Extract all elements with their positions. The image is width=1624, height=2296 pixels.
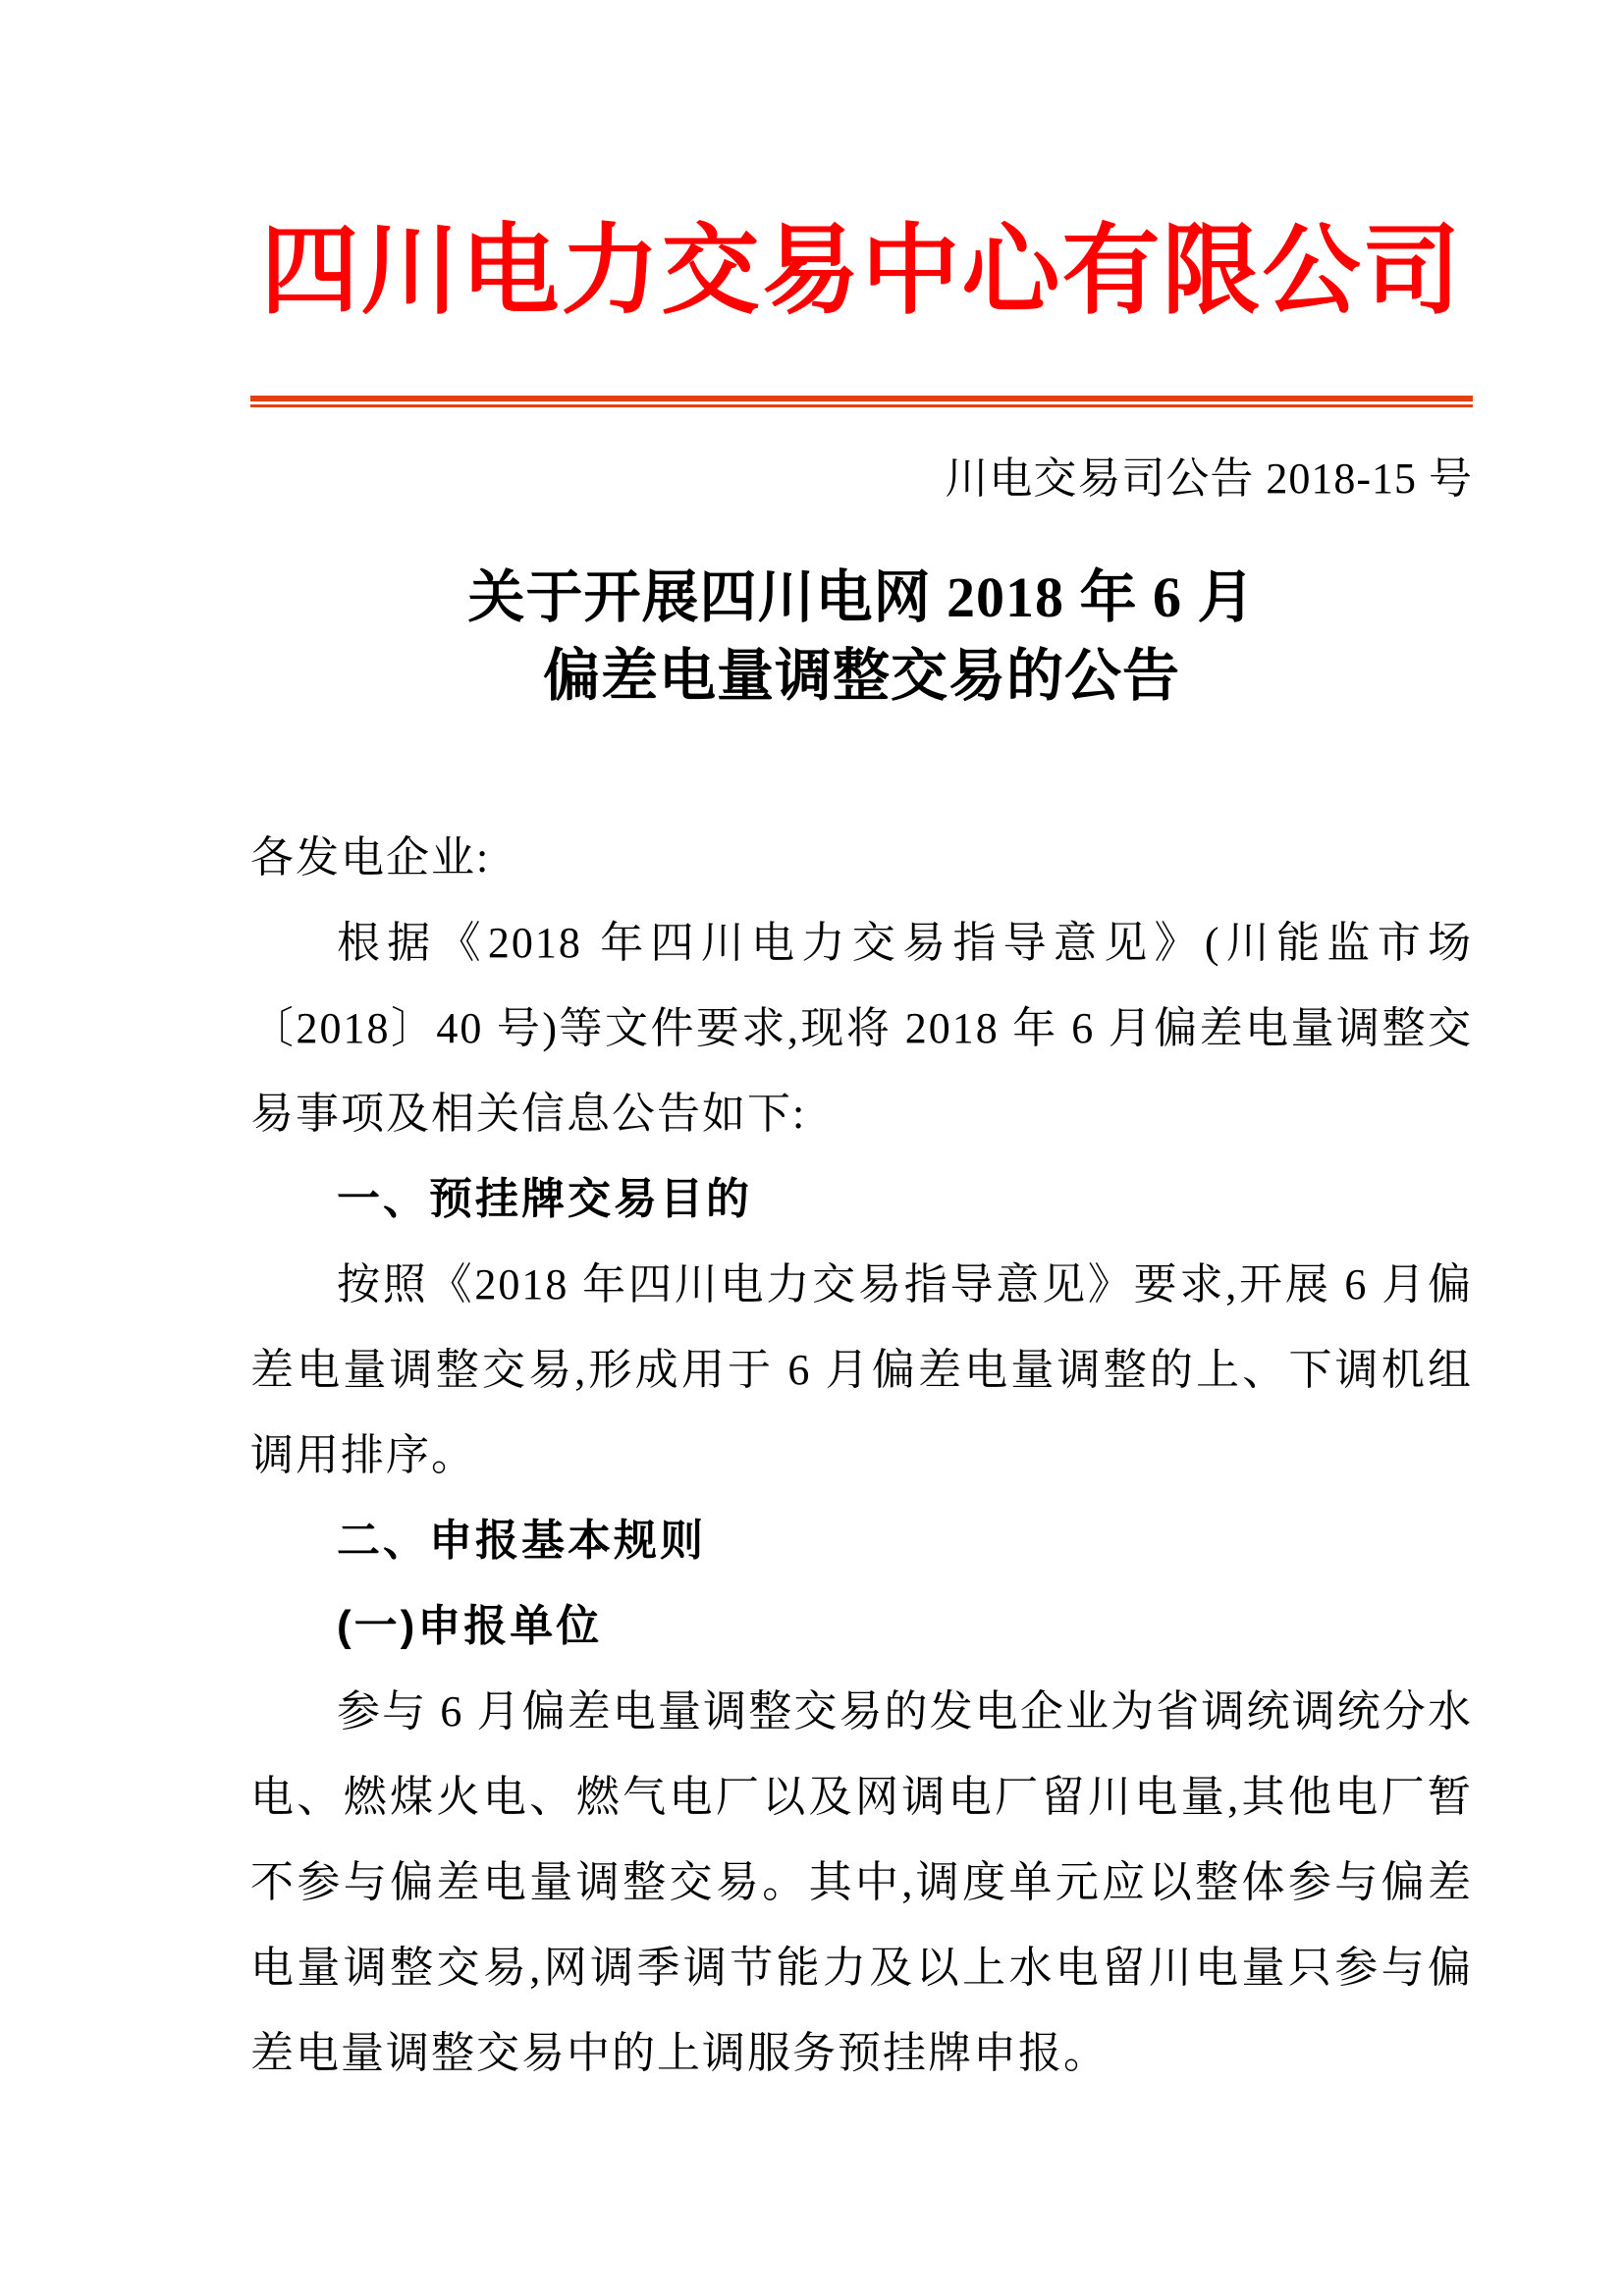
subsection-heading-2-1: (一)申报单位 (337, 1602, 603, 1650)
document-title-line1: 关于开展四川电网 2018 年 6 月 (467, 565, 1256, 629)
section-heading-2: 二、申报基本规则 (337, 1517, 706, 1565)
issue-number: 川电交易司公告 2018-15 号 (945, 454, 1473, 503)
paragraph-basis: 根据《2018 年四川电力交易指导意见》(川能监市场〔2018〕40 号)等文件要求,现将 2018 年 6 月偏差电量调整交易事项及相关信息公告如下: (250, 919, 1473, 1138)
document-content (0, 218, 1624, 2096)
paragraph-declaring-units: 参与 6 月偏差电量调整交易的发电企业为省调统调统分水电、燃煤火电、燃气电厂以及网调电厂留川电量,其他电厂暂不参与偏差电量调整交易。其中,调度单元应以整体参与偏差电量调整交易,网调季调节能力及以上水电留川电量只参与偏差电量调整交易中的上调服务预挂牌申报。 (250, 1687, 1473, 2077)
paragraph-purpose: 按照《2018 年四川电力交易指导意见》要求,开展 6 月偏差电量调整交易,形成用于 6 月偏差电量调整的上、下调机组调用排序。 (250, 1260, 1473, 1479)
document-body (250, 815, 1473, 2096)
document-title-line2: 偏差电量调整交易的公告 (542, 644, 1180, 708)
masthead-double-rule (250, 396, 1473, 407)
document-title (250, 559, 1473, 716)
section-heading-1: 一、预挂牌交易目的 (337, 1175, 752, 1223)
masthead-company-name: 四川电力交易中心有限公司 (260, 217, 1463, 326)
salutation: 各发电企业: (250, 833, 491, 881)
